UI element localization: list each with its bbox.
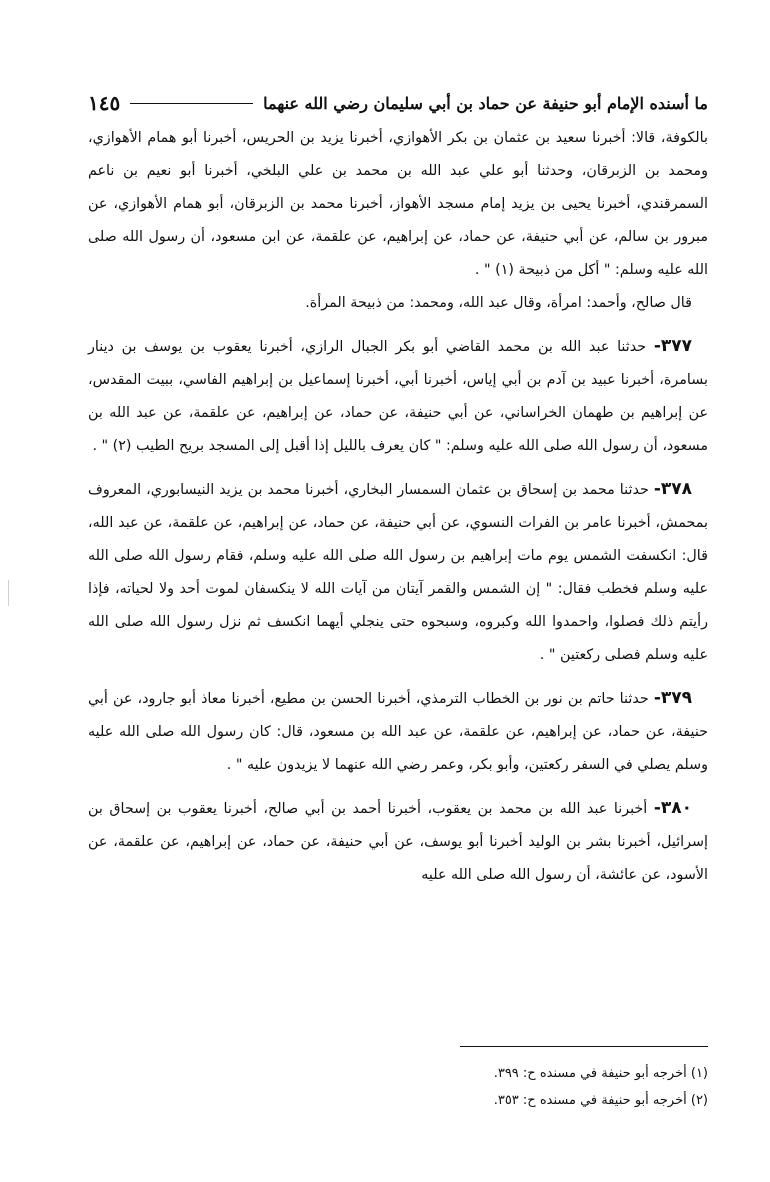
paragraph-note <box>88 287 708 320</box>
paragraph-text: حدثنا حاتم بن نور بن الخطاب الترمذي، أخبرنا الحسن بن مطيع، أخبرنا معاذ أبو جارود، عن أبي حنيفة، عن حماد، عن إبراهيم، عن علقمة، عن عبد الله بن مسعود، قال: كان رسول الله صلى الله عليه وسلم يصلي في السفر ركعتين، وأبو بكر، وعمر رضي الله عنهما لا يزيدون عليه " . <box>88 691 708 773</box>
paragraph-text: قال صالح، وأحمد: امرأة، وقال عبد الله، ومحمد: من ذبيحة المرأة. <box>305 295 692 311</box>
footnote-1: (١) أخرجه أبو حنيفة في مسنده ح: ٣٩٩. <box>493 1066 708 1081</box>
paragraph-text: أخبرنا عبد الله بن محمد بن يعقوب، أخبرنا أحمد بن أبي صالح، أخبرنا يعقوب بن إسحاق بن إسرائيل، أخبرنا بشر بن الوليد أخبرنا أبو يوسف، عن أبي حنيفة، عن حماد، عن إبراهيم، عن علقمة، عن الأسود، عن عائشة، أن رسول الله صلى الله عليه <box>88 801 708 883</box>
paragraph-text: بالكوفة، قالا: أخبرنا سعيد بن عثمان بن بكر الأهوازي، أخبرنا يزيد بن الحريس، أخبرنا أبو همام الأهوازي، ومحمد بن الزبرقان، وحدثنا أبو علي عبد الله بن محمد بن علي البلخي، أخبرنا أبو نعيم بن ناعم السمرقندي، أخبرنا يحيى بن يزيد إمام مسجد الأهواز، أخبرنا محمد بن الزبرقان، أبو همام الأهوازي، عن مبرور بن سالم، عن أبي حنيفة، عن حماد، عن إبراهيم، عن علقمة، عن ابن مسعود، أن رسول الله صلى الله عليه وسلم: " أكل من ذبيحة (١) " . <box>88 130 708 278</box>
footnotes <box>300 1060 708 1114</box>
running-header-title: ما أسنده الإمام أبو حنيفة عن حماد بن أبي سليمان رضي الله عنهما <box>263 93 708 113</box>
hadith-number: ٣٨٠- <box>653 798 693 818</box>
footnote-rule <box>460 1046 708 1047</box>
hadith-379 <box>88 682 708 782</box>
paragraph-gap <box>88 672 708 682</box>
paragraph-gap <box>88 782 708 792</box>
hadith-378 <box>88 473 708 672</box>
running-header <box>88 86 708 120</box>
hadith-number: ٣٧٧- <box>653 336 693 356</box>
footnote-2: (٢) أخرجه أبو حنيفة في مسنده ح: ٣٥٣. <box>493 1093 708 1108</box>
paragraph-gap <box>88 463 708 473</box>
header-rule <box>130 103 253 104</box>
hadith-number: ٣٧٩- <box>653 688 693 708</box>
paragraph-text: حدثنا عبد الله بن محمد القاضي أبو بكر الجبال الرازي، أخبرنا يعقوب بن يوسف بن دينار بسامرة، أخبرنا عبيد بن آدم بن أبي إياس، أخبرنا أبي، أخبرنا إسماعيل بن إبراهيم الفاسي، ببيت المقدس، عن إبراهيم بن طهمان الخراساني، عن أبي حنيفة، عن حماد، عن إبراهيم، عن علقمة، عن عبد الله بن مسعود، أن رسول الله صلى الله عليه وسلم: " كان يعرف بالليل إذا أقبل إلى المسجد بريح الطيب (٢) " . <box>88 339 708 454</box>
hadith-380 <box>88 792 708 892</box>
scan-margin-mark <box>8 580 9 606</box>
hadith-377 <box>88 330 708 463</box>
paragraph-continuation <box>88 122 708 287</box>
main-text <box>88 122 708 892</box>
hadith-number: ٣٧٨- <box>653 479 693 499</box>
paragraph-gap <box>88 320 708 330</box>
paragraph-text: حدثنا محمد بن إسحاق بن عثمان السمسار البخاري، أخبرنا محمد بن يزيد النيسابوري، المعروف بمحمش، أخبرنا عامر بن الفرات النسوي، عن أبي حنيفة، عن حماد، عن إبراهيم، عن علقمة، عن عبد الله، قال: انكسفت الشمس يوم مات إبراهيم بن رسول الله صلى الله عليه وسلم، فقام رسول الله صلى الله عليه وسلم فخطب فقال: " إن الشمس والقمر آيتان من آيات الله لا ينكسفان لموت أحد ولا لحياته، فإذا رأيتم ذلك فصلوا، واحمدوا الله وكبروه، وسبحوه حتى ينجلي أيهما انكسف ثم نزل رسول الله صلى الله عليه وسلم فصلى ركعتين " . <box>88 482 708 663</box>
page-number: ١٤٥ <box>88 91 121 115</box>
